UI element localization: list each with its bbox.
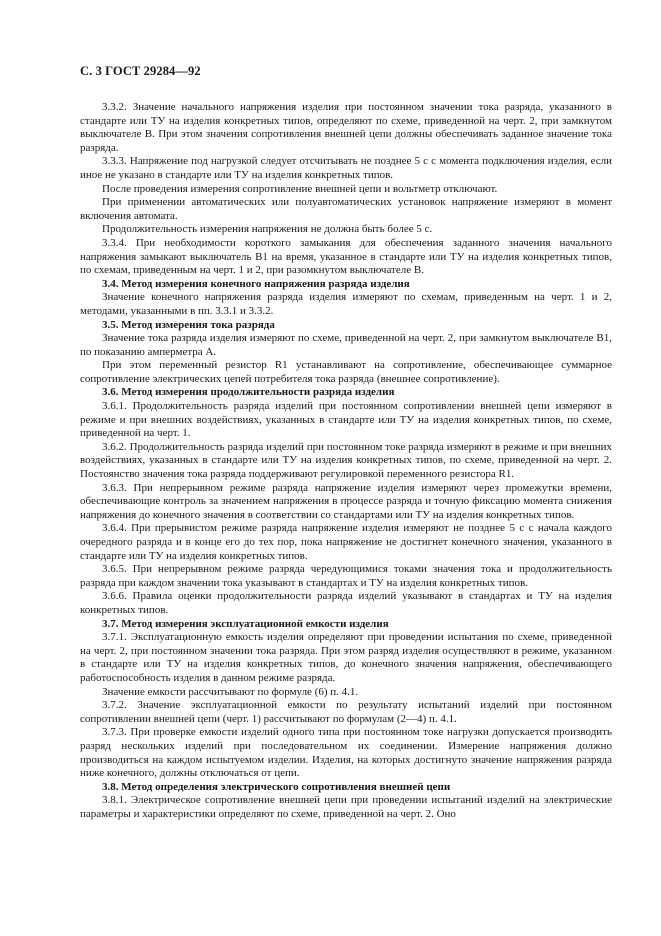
paragraph: 3.6.3. При непрерывном режиме разряда напряжение изделия измеряют через промежутки времени, обеспечивающие контроль за значением напряжения в процессе разряда и точную фиксацию момента снижения напряжения до конечного значения в соответствии со стандартами или ТУ на изделия конкретных типов. bbox=[80, 481, 612, 521]
page-header: С. 3 ГОСТ 29284—92 bbox=[80, 64, 201, 78]
paragraph: После проведения измерения сопротивление внешней цепи и вольтметр отключают. bbox=[102, 182, 498, 195]
paragraph: 3.7.2. Значение эксплуатационной емкости по результату испытаний изделий при постоянном сопротивлении внешней цепи (черт. 1) рассчитывают по формулам (2—4) п. 4.1. bbox=[80, 699, 612, 725]
paragraph: При этом переменный резистор R1 устанавливают на сопротивление, обеспечивающее суммарное сопротивление электрических цепей потребителя тока разряда (внешнее сопротивление). bbox=[80, 359, 612, 385]
paragraph: Значение тока разряда изделия измеряют по схеме, приведенной на черт. 2, при замкнутом выключателе B1, по показанию амперметра A. bbox=[80, 332, 612, 358]
section-heading: 3.6. Метод измерения продолжительности разряда изделия bbox=[102, 386, 395, 399]
section-heading: 3.8. Метод определения электрического сопротивления внешней цепи bbox=[102, 780, 451, 793]
section-heading: 3.7. Метод измерения эксплуатационной емкости изделия bbox=[102, 617, 389, 630]
paragraph: При применении автоматических или полуавтоматических установок напряжение измеряют в момент включения автомата. bbox=[80, 196, 612, 222]
section-heading: 3.5. Метод измерения тока разряда bbox=[102, 318, 275, 331]
paragraph: 3.7.3. При проверке емкости изделий одного типа при постоянном токе нагрузки допускается производить разряд нескольких изделий при последовательном их соединении. Измерение напряжения должно производиться на каждом испытуемом изделии. Изделия, на которых достигнуто значение напряжения разряда ниже конечного, должны отключаться от цепи. bbox=[80, 726, 612, 780]
paragraph: 3.8.1. Электрическое сопротивление внешней цепи при проведении испытаний изделий на электрические параметры и характеристики определяют по схеме, приведенной на черт. 2. Оно bbox=[80, 794, 612, 820]
paragraph: 3.6.4. При прерывистом режиме разряда напряжение изделия измеряют не позднее 5 с с начала каждого очередного разряда и в конце его до тех пор, пока напряжение не достигнет конечного значения, указанного в стандарте или ТУ на изделия конкретных типов. bbox=[80, 522, 612, 562]
document-page bbox=[80, 64, 612, 821]
paragraph: 3.3.2. Значение начального напряжения изделия при постоянном значении тока разряда, указанного в стандарте или ТУ на изделия конкретных типов, определяют по схеме, приведенной на черт. 2, при замкнутом выключателе B. При этом значения сопротивления внешней цепи должны обеспечивать заданное значение тока разряда. bbox=[80, 101, 612, 154]
paragraph: 3.6.5. При непрерывном режиме разряда чередующимися токами значения тока и продолжительность разряда при каждом значении тока указывают в стандартах и ТУ на изделия конкретных типов. bbox=[80, 563, 612, 589]
paragraph: 3.6.6. Правила оценки продолжительности разряда изделий указывают в стандартах и ТУ на изделия конкретных типов. bbox=[80, 590, 612, 616]
section-heading: 3.4. Метод измерения конечного напряжения разряда изделия bbox=[102, 277, 410, 290]
paragraph: Продолжительность измерения напряжения не должна быть более 5 с. bbox=[102, 223, 433, 236]
paragraph: 3.6.1. Продолжительность разряда изделий при постоянном сопротивлении внешней цепи измеряют в режиме и при внешних воздействиях, указанных в стандарте или ТУ на изделия конкретных типов, по схеме, приведенной на черт. 1. bbox=[80, 400, 612, 440]
paragraph: 3.3.4. При необходимости короткого замыкания для обеспечения заданного значения начального напряжения замыкают выключатель B1 на время, указанное в стандарте или ТУ на изделия конкретных типов, по схемам, приведенным на черт. 1 и 2, при разомкнутом выключателе B. bbox=[80, 236, 612, 277]
document-body bbox=[80, 101, 612, 821]
paragraph: Значение конечного напряжения разряда изделия измеряют по схемам, приведенным на черт. 1 и 2, методами, указанными в пп. 3.3.1 и 3.3.2. bbox=[80, 291, 612, 317]
paragraph: 3.3.3. Напряжение под нагрузкой следует отсчитывать не позднее 5 с с момента подключения изделия, если иное не указано в стандарте или ТУ на изделия конкретных типов. bbox=[80, 155, 612, 181]
paragraph: 3.6.2. Продолжительность разряда изделий при постоянном токе разряда измеряют в режиме и при внешних воздействиях, указанных в стандарте или ТУ на изделия конкретных типов, по схеме, приведенной на черт. 2. Постоянство значения тока разряда поддерживают регулировкой переменного резистора R1. bbox=[80, 440, 612, 481]
paragraph: Значение емкости рассчитывают по формуле (6) п. 4.1. bbox=[102, 685, 359, 698]
paragraph: 3.7.1. Эксплуатационную емкость изделия определяют при проведении испытания по схеме, приведенной на черт. 2, при постоянном значении тока разряда. При этом разряд изделия осуществляют в режиме, указанном в стандарте или ТУ на изделия конкретных типов, до конечного значения напряжения, обеспечивающего работоспособность изделия в данном режиме разряда. bbox=[80, 631, 612, 684]
